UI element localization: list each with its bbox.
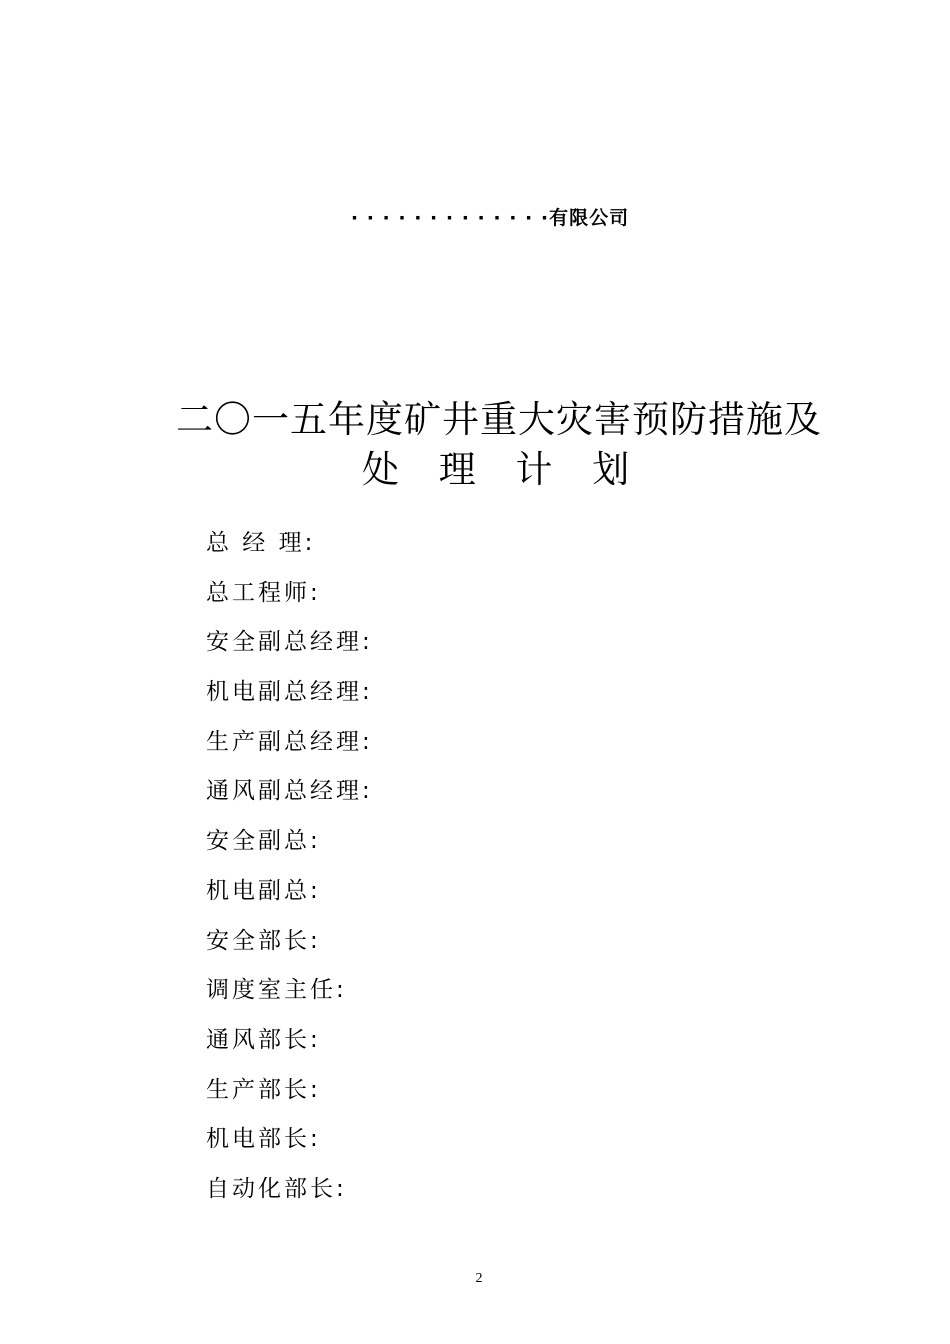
signatory-safety-minister: 安全部长:: [206, 927, 321, 954]
document-title: [0, 395, 950, 495]
signatory-safety-deputy: 安全副总:: [206, 828, 321, 855]
page-number: 2: [475, 1271, 483, 1286]
signatory-general-manager: 总 经 理:: [206, 530, 316, 556]
signatory-electromech-minister: 机电部长:: [206, 1126, 321, 1153]
signatory-ventilation-deputy-gm: 通风副总经理:: [206, 778, 373, 805]
signatory-ventilation-minister: 通风部长:: [206, 1026, 321, 1053]
signatory-list: [206, 526, 373, 1222]
signatory-chief-engineer: 总工程师:: [206, 579, 321, 606]
signatory-production-deputy-gm: 生产副总经理:: [206, 728, 373, 755]
signatory-safety-deputy-gm: 安全副总经理:: [206, 629, 373, 656]
title-line-2: 处 理 计 划: [362, 448, 644, 491]
company-name: · · · · · · · · · · · · ·有限公司: [350, 207, 630, 229]
signatory-electromech-deputy: 机电副总:: [206, 877, 321, 904]
signatory-production-minister: 生产部长:: [206, 1076, 321, 1103]
title-line-1: 二〇一五年度矿井重大灾害预防措施及: [176, 398, 822, 441]
signatory-automation-minister: 自动化部长:: [206, 1175, 347, 1202]
signatory-electromech-deputy-gm: 机电副总经理:: [206, 679, 373, 706]
signatory-dispatch-director: 调度室主任:: [206, 977, 347, 1004]
